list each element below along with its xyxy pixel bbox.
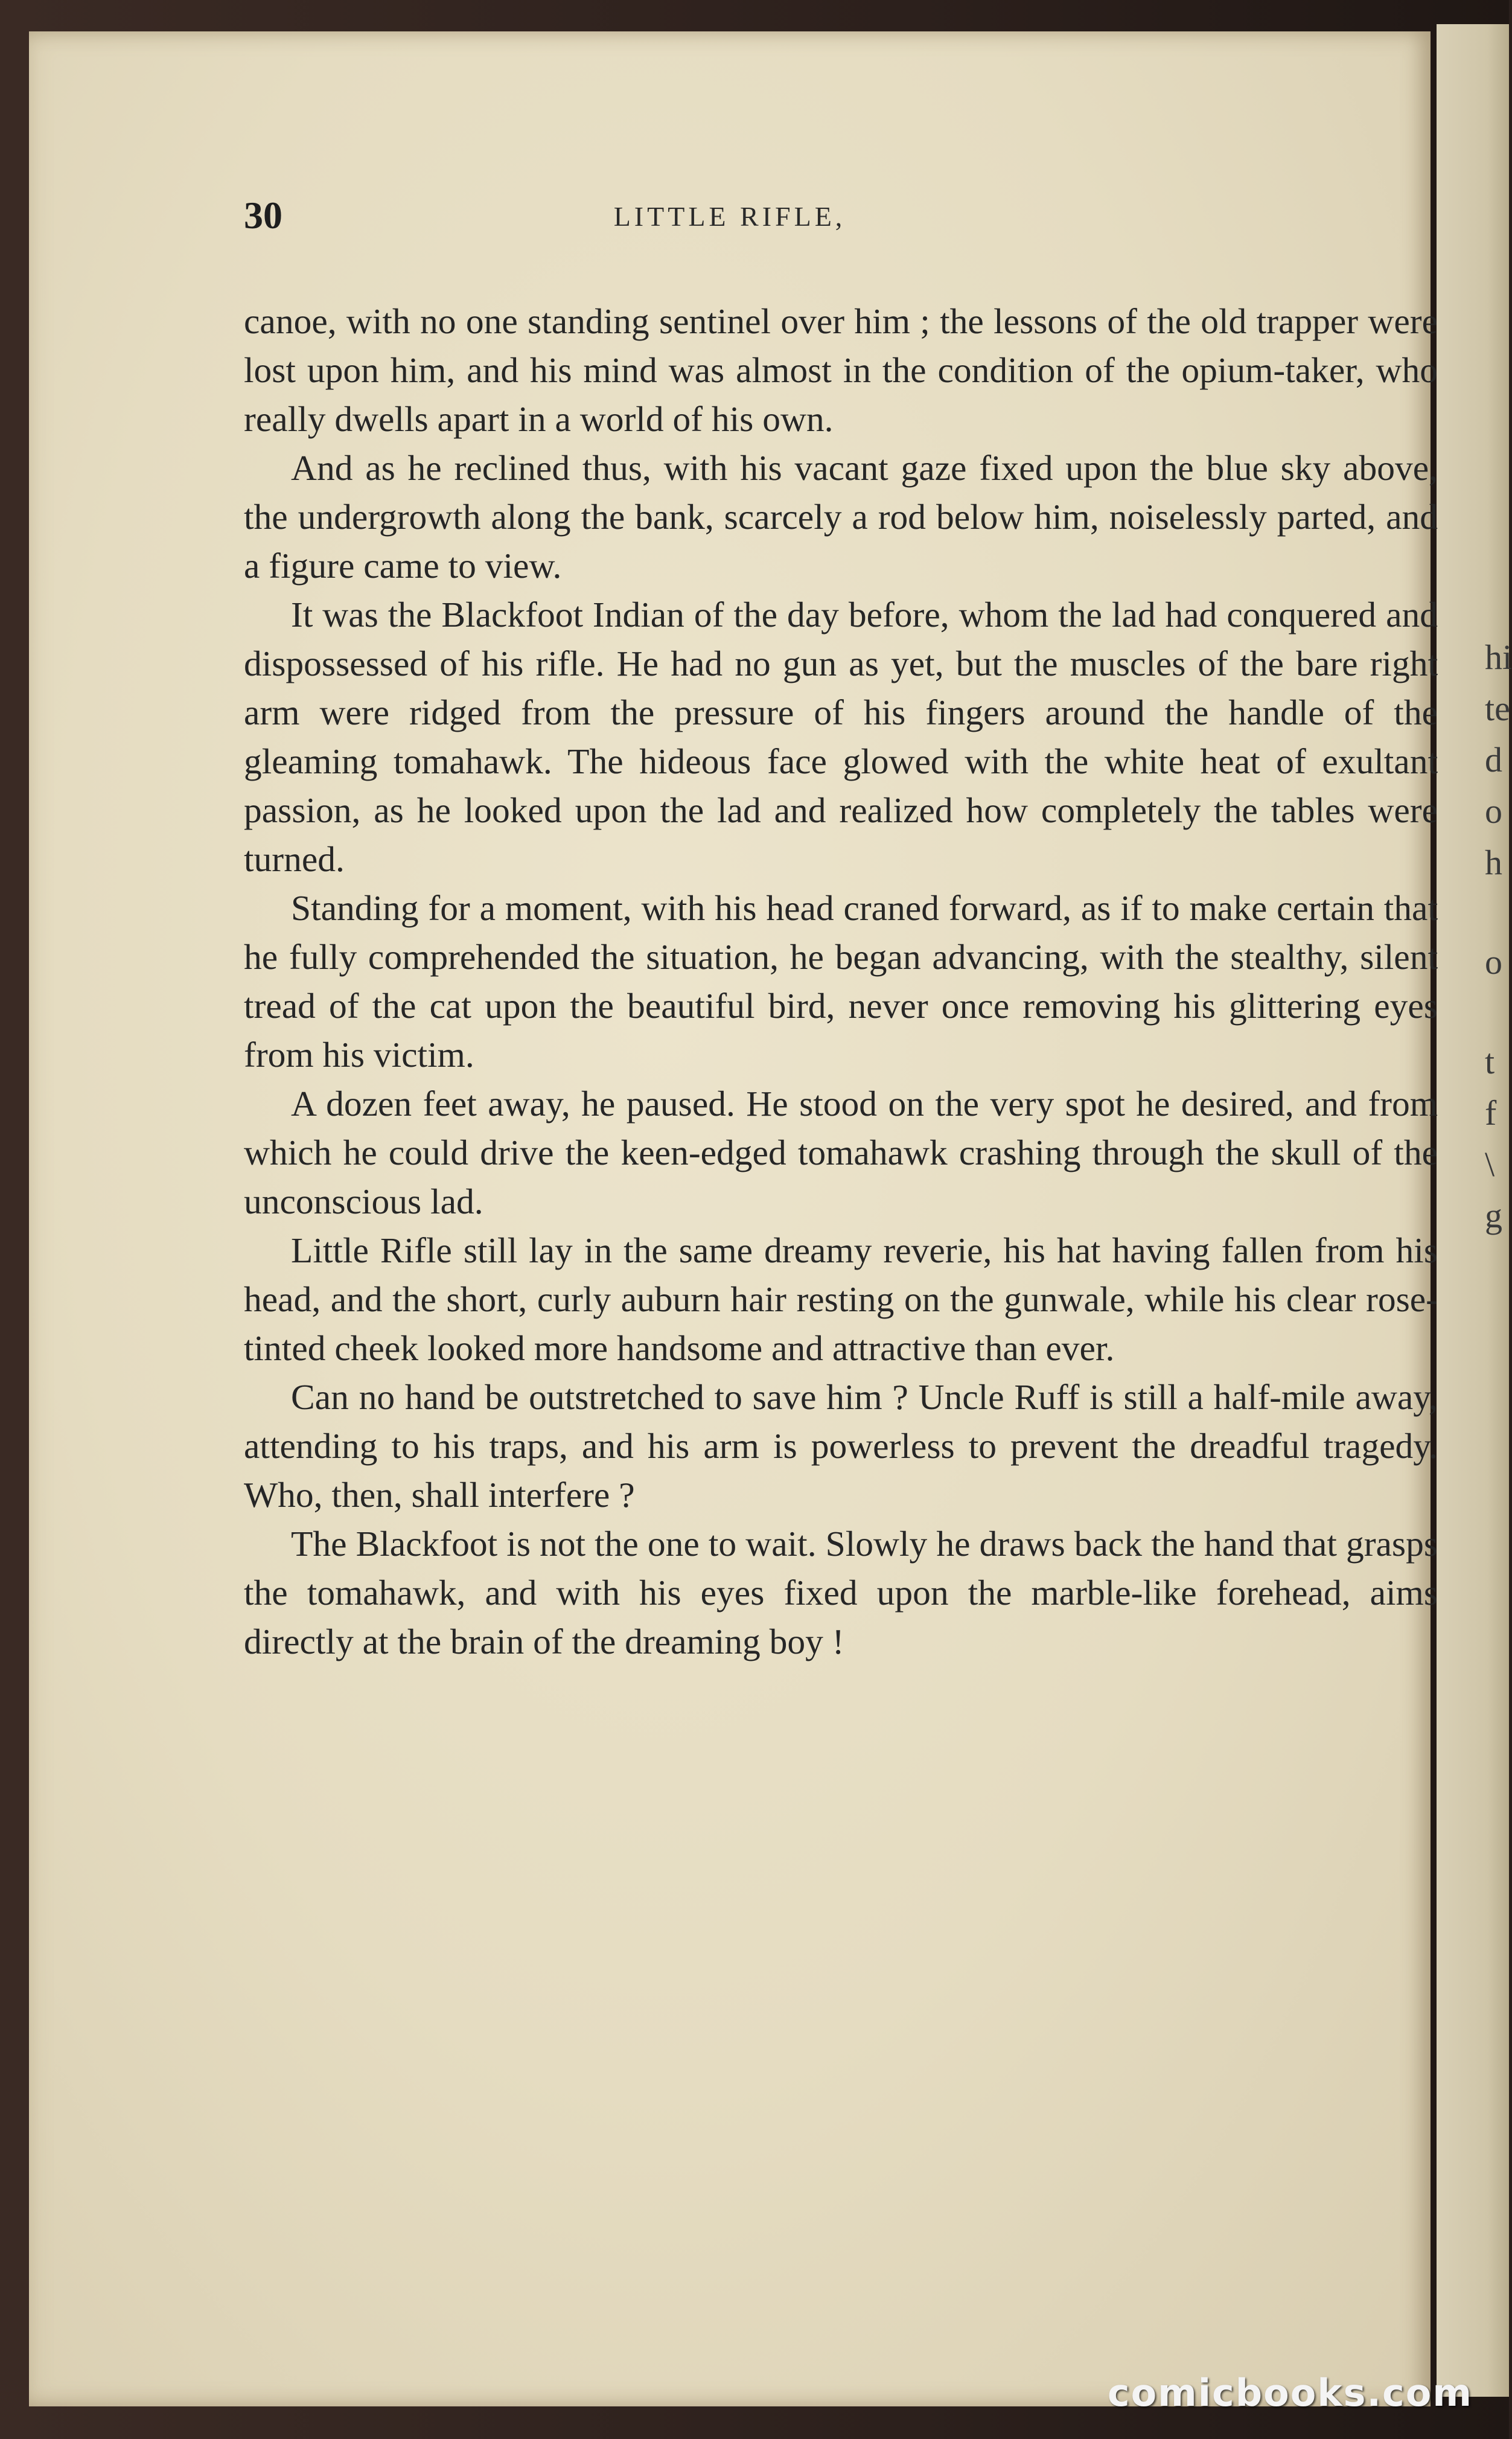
body-text bbox=[244, 297, 1438, 1666]
facing-page-fragment: te bbox=[1485, 689, 1510, 728]
paragraph: And as he reclined thus, with his vacant gaze fixed upon the blue sky above, the undergrowth along the bank, scarcely a rod below him, noiselessly parted, and a figure came to view. bbox=[244, 448, 1438, 586]
facing-page-fragment: \ bbox=[1485, 1145, 1495, 1184]
paragraph: Little Rifle still lay in the same dreamy reverie, his hat having fallen from his head, and the short, curly auburn hair resting on the gunwale, while his clear rose-tinted cheek looked more handsome and attractive than ever. bbox=[244, 1230, 1438, 1368]
facing-page-edge bbox=[1437, 24, 1512, 2397]
paragraph: It was the Blackfoot Indian of the day before, whom the lad had conquered and dispossessed of his rifle. He had no gun as yet, but the muscles of the bare right arm were ridged from the pressure of his fingers around the handle of the gleaming tomahawk. The hideous face glowed with the white heat of exultant passion, as he looked upon the lad and realized how completely the tables were turned. bbox=[244, 595, 1438, 879]
facing-page-fragment: o bbox=[1485, 942, 1502, 982]
paragraph: canoe, with no one standing sentinel over him ; the lessons of the old trapper were lost upon him, and his mind was almost in the condition of the opium-taker, who really dwells apart in a world of his own. bbox=[244, 301, 1438, 439]
running-head: LITTLE RIFLE, bbox=[613, 201, 846, 232]
paragraph: Can no hand be outstretched to save him ? Uncle Ruff is still a half-mile away, attending to his traps, and his arm is powerless to prevent the dreadful tragedy. Who, then, shall interfere ? bbox=[244, 1377, 1438, 1515]
watermark: comicbooks.com bbox=[1107, 2371, 1473, 2415]
facing-page-fragment: t bbox=[1485, 1042, 1495, 1081]
facing-page-fragment: hi bbox=[1485, 638, 1512, 677]
paragraph: The Blackfoot is not the one to wait. Slowly he draws back the hand that grasps the tomahawk, and with his eyes fixed upon the marble-like forehead, aims directly at the brain of the dreaming boy ! bbox=[244, 1524, 1438, 1661]
page-number: 30 bbox=[244, 194, 282, 237]
facing-page-fragment: f bbox=[1485, 1093, 1497, 1133]
facing-page-fragment: o bbox=[1485, 791, 1502, 831]
paragraph: A dozen feet away, he paused. He stood on the very spot he desired, and from which he could drive the keen-edged tomahawk crashing through the skull of the unconscious lad. bbox=[244, 1084, 1438, 1221]
facing-page-fragment: g bbox=[1485, 1196, 1502, 1235]
book-page bbox=[29, 31, 1438, 2406]
facing-page-fragment: h bbox=[1485, 843, 1502, 882]
paragraph: Standing for a moment, with his head craned forward, as if to make certain that he fully comprehended the situation, he began advancing, with the stealthy, silent tread of the cat upon the beautiful bird, never once removing his glittering eyes from his victim. bbox=[244, 888, 1438, 1075]
facing-page-fragment: d bbox=[1485, 740, 1502, 779]
